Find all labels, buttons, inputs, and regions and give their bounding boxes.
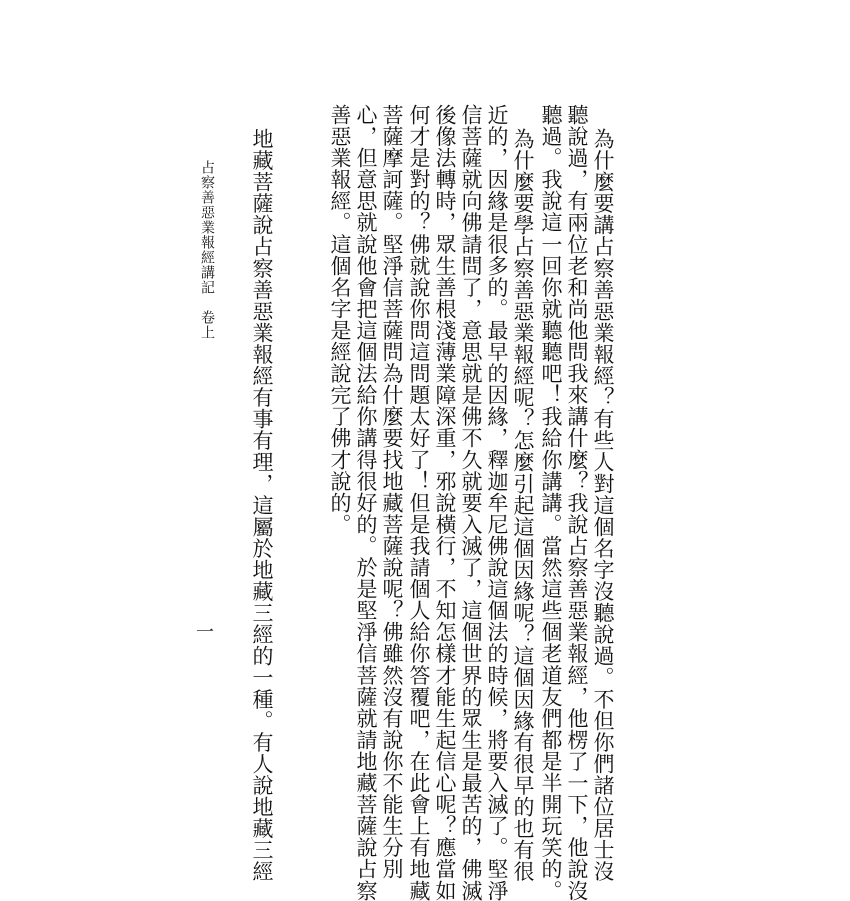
- text-column-11: 善惡業報經。這個名字是經說完了佛才說的。: [328, 104, 352, 535]
- text-column-4: 為什麼要學占察善惡業報經呢？怎麼引起這個因緣呢？這個因緣有很早的也有很: [511, 128, 535, 883]
- text-column-8: 何才是對的？佛就說你問這問題太好了！但是我請個人給你答覆吧，在此會上有地藏: [407, 104, 431, 901]
- running-header: 占察善惡業報經講記 卷上: [199, 160, 215, 340]
- text-column-10: 心，但意思就說他會把這個法給你講得很好的。於是堅淨信菩薩就請地藏菩薩說占察: [354, 104, 378, 901]
- text-column-12: 地藏菩薩說占察善惡業報經有事有理，這屬於地藏三經的一種。有人說地藏三經: [250, 128, 274, 883]
- text-column-9: 菩薩摩訶薩。堅淨信菩薩問為什麼要找地藏菩薩說呢？佛雖然沒有說你不能生分別: [380, 104, 404, 880]
- text-column-1: 為什麼要講占察善惡業報經？有些人對這個名字沒聽說過。不但你們諸位居士沒: [591, 128, 615, 883]
- text-column-7: 後像法轉時，眾生善根淺薄業障深重，邪說橫行，不知怎樣才能生起信心呢？應當如: [433, 104, 457, 901]
- text-column-2: 聽說過，有兩位老和尚他問我來講什麼？我說占察善惡業報經，他楞了一下，他說沒: [565, 104, 589, 901]
- text-column-6: 信菩薩就向佛請問了，意思就是佛不久就要入滅了，這個世界的眾生是最苦的，佛滅: [459, 104, 483, 901]
- text-column-5: 近的，因緣是很多的。最早的因緣，釋迦牟尼佛說這個法的時候，將要入滅了。堅淨: [485, 104, 509, 901]
- text-column-3: 聽過。我說這一回你就聽聽吧！我給你講講。當然這些個老道友們都是半開玩笑的。: [539, 104, 563, 901]
- page-number: 一: [196, 622, 214, 643]
